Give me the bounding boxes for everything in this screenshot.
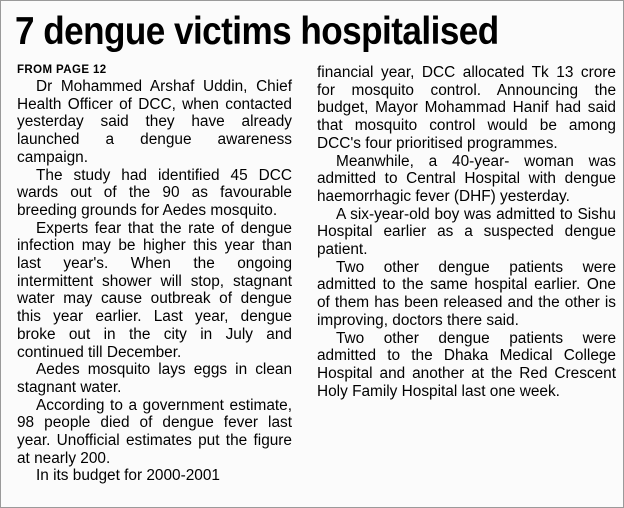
paragraph: A six-year-old boy was admitted to Sishu Hospital earlier as a suspected dengue patient. xyxy=(317,205,616,259)
paragraph: Two other dengue patients were admitted to the same hospital earlier. One of them has been released and the other is improving, doctors there said. xyxy=(317,258,616,329)
paragraph: Meanwhile, a 40-year- woman was admitted to Central Hospital with dengue haemorrhagic fever (DHF) yesterday. xyxy=(317,152,616,205)
paragraph: Two other dengue patients were admitted to the Dhaka Medical College Hospital and another at the Red Crescent Holy Family Hospital last one week. xyxy=(317,329,616,400)
paragraph: According to a government estimate, 98 people died of dengue fever last year. Unofficial estimates put the figure at nearly 200. xyxy=(17,396,292,467)
paragraph: financial year, DCC allocated Tk 13 crore for mosquito control. Announcing the budget, Mayor Mohammad Hanif had said that mosquito control would be among DCC's four prioritised programmes. xyxy=(317,64,616,152)
headline: 7 dengue victims hospitalised xyxy=(15,10,499,53)
paragraph: Dr Mohammed Arshaf Uddin, Chief Health Officer of DCC, when contacted yesterday said they have already launched a dengue awareness campaign. xyxy=(17,78,292,166)
paragraph: Aedes mosquito lays eggs in clean stagnant water. xyxy=(17,361,292,396)
left-column xyxy=(17,63,292,485)
paragraph: Experts fear that the rate of dengue infection may be higher this year than last year's. When the ongoing intermittent shower will stop, stagnant water may cause outbreak of dengue this year earlier. Last year, dengue broke out in the city in July and continued till December. xyxy=(17,219,292,361)
paragraph: The study had identified 45 DCC wards out of the 90 as favourable breeding grounds for Aedes mosquito. xyxy=(17,166,292,219)
continuation-kicker: FROM PAGE 12 xyxy=(17,64,107,76)
right-column xyxy=(317,64,616,400)
paragraph: In its budget for 2000-2001 xyxy=(36,467,220,485)
